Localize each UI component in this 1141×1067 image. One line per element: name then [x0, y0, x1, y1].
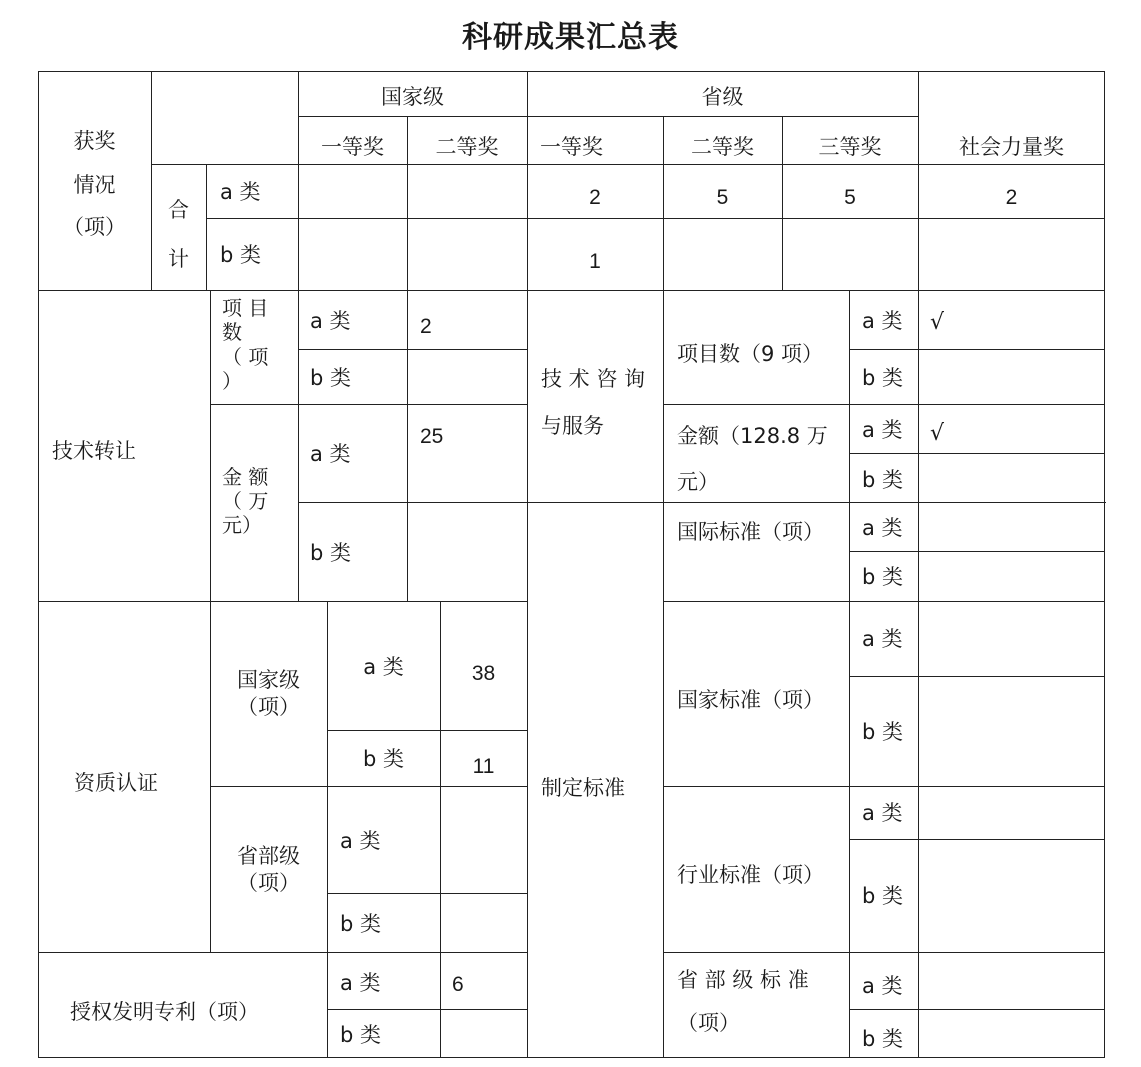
prov-std-b-label: b 类 [862, 1027, 904, 1051]
qual-provincial-label-line1: 省部级 [237, 844, 300, 868]
social-award-header: 社会力量奖 [959, 135, 1064, 159]
national-first-prize-header: 一等奖 [321, 135, 384, 159]
tt-amount-b-label: b 类 [310, 541, 352, 565]
qual-provincial-a-label: a 类 [340, 829, 381, 853]
provincial-standard-label-line1: 省 部 级 标 准 [677, 968, 809, 992]
national-second-prize-header: 二等奖 [435, 135, 499, 159]
intl-std-b-label: b 类 [862, 565, 904, 589]
consulting-label-line1: 技 术 咨 询 [541, 367, 646, 391]
rule [210, 786, 527, 787]
cs-amount-a-check: √ [930, 421, 945, 446]
rule [663, 404, 1105, 405]
rule [849, 349, 1105, 350]
nat-std-b-label: b 类 [862, 720, 904, 744]
rule [918, 71, 919, 1058]
qual-provincial-label-line2: （项） [237, 871, 300, 895]
rule [206, 218, 1105, 219]
rule [38, 952, 527, 953]
tt-count-b-label: b 类 [310, 366, 352, 390]
consulting-amount-label-line2: 元） [677, 470, 719, 494]
rule [663, 116, 664, 1058]
a-provincial-second: 5 [716, 186, 729, 209]
total-label-line2: 计 [168, 247, 189, 271]
consulting-amount-label-line1: 金额（128.8 万 [677, 424, 828, 448]
tt-count-label-line3: （ 项 [222, 345, 269, 369]
awards-label-line1: 获奖 [73, 129, 116, 153]
tt-count-a-label: a 类 [310, 309, 351, 333]
tech-transfer-label: 技术转让 [52, 439, 136, 463]
tt-amount-a-value: 25 [420, 425, 444, 448]
provincial-level-header: 省级 [701, 85, 744, 109]
rule [327, 893, 527, 894]
tt-amount-label-line1: 金 额 [222, 465, 269, 489]
qual-national-a-label: a 类 [363, 655, 404, 679]
awards-label-line3: （项） [63, 215, 126, 239]
qual-national-label-line1: 国家级 [237, 668, 300, 692]
consulting-label-line2: 与服务 [541, 414, 604, 438]
a-social-award: 2 [1005, 186, 1018, 209]
rule [210, 404, 527, 405]
rule [151, 164, 1105, 165]
patents-a-label: a 类 [340, 971, 381, 995]
rule [298, 502, 1106, 503]
rule [849, 1009, 1105, 1010]
qual-national-b-label: b 类 [362, 747, 404, 771]
patents-a-value: 6 [452, 973, 464, 996]
rule [849, 453, 1105, 454]
rule [527, 71, 528, 1058]
rule [663, 786, 1105, 787]
qual-national-a-value: 38 [471, 662, 496, 685]
provincial-standard-label-line2: （项） [677, 1011, 740, 1035]
intl-std-a-label: a 类 [862, 516, 903, 540]
ind-std-b-label: b 类 [862, 884, 904, 908]
awards-label-line2: 情况 [73, 173, 116, 197]
cs-count-a-check: √ [930, 310, 945, 335]
rule [327, 1009, 527, 1010]
qual-provincial-b-label: b 类 [340, 912, 382, 936]
tt-count-label-line1: 项 目 [222, 296, 269, 320]
rule [849, 551, 1105, 552]
industry-standard-label: 行业标准（项） [677, 863, 824, 887]
consulting-count-label: 项目数（9 项） [677, 342, 824, 366]
b-provincial-first: 1 [589, 250, 601, 273]
standards-label: 制定标准 [541, 776, 625, 800]
rule [849, 839, 1105, 840]
prov-std-a-label: a 类 [862, 974, 903, 998]
nat-std-a-label: a 类 [862, 627, 903, 651]
rule [298, 116, 918, 117]
rule [849, 290, 850, 1058]
qual-national-b-value: 11 [472, 755, 495, 778]
patents-b-label: b 类 [340, 1023, 382, 1047]
rule [38, 290, 1105, 291]
cs-amount-b-label: b 类 [862, 468, 904, 492]
a-provincial-first: 2 [589, 186, 601, 209]
national-standard-label: 国家标准（项） [677, 688, 824, 712]
rule [298, 349, 527, 350]
tt-count-label-line2: 数 [222, 320, 242, 344]
cs-count-b-label: b 类 [862, 366, 904, 390]
tt-amount-label-line2: （ 万 [222, 489, 269, 513]
tt-amount-label-line3: 元） [222, 513, 262, 537]
rule [38, 601, 527, 602]
tt-amount-a-label: a 类 [310, 442, 351, 466]
provincial-second-prize-header: 二等奖 [691, 135, 754, 159]
rule [298, 290, 299, 601]
a-provincial-third: 5 [844, 186, 856, 209]
qual-national-label-line2: （项） [237, 695, 300, 719]
national-level-header: 国家级 [381, 85, 444, 109]
awards-a-class-label: a 类 [220, 180, 261, 204]
provincial-third-prize-header: 三等奖 [818, 135, 882, 159]
page-title: 科研成果汇总表 [462, 20, 679, 55]
tt-count-a-value: 2 [420, 315, 432, 338]
provincial-first-prize-header: 一等奖 [540, 135, 603, 159]
rule [327, 730, 527, 731]
rule [849, 676, 1105, 677]
rule [407, 290, 408, 601]
patents-label: 授权发明专利（项） [70, 1000, 259, 1024]
international-standard-label: 国际标准（项） [677, 520, 824, 544]
rule [663, 952, 1105, 953]
cs-count-a-label: a 类 [862, 309, 903, 333]
rule [206, 164, 207, 290]
total-label-line1: 合 [168, 198, 189, 222]
qualification-label: 资质认证 [74, 771, 158, 795]
rule [663, 601, 1105, 602]
tt-count-label-line4: ） [222, 369, 242, 393]
cs-amount-a-label: a 类 [862, 418, 903, 442]
ind-std-a-label: a 类 [862, 801, 903, 825]
awards-b-class-label: b 类 [220, 243, 262, 267]
